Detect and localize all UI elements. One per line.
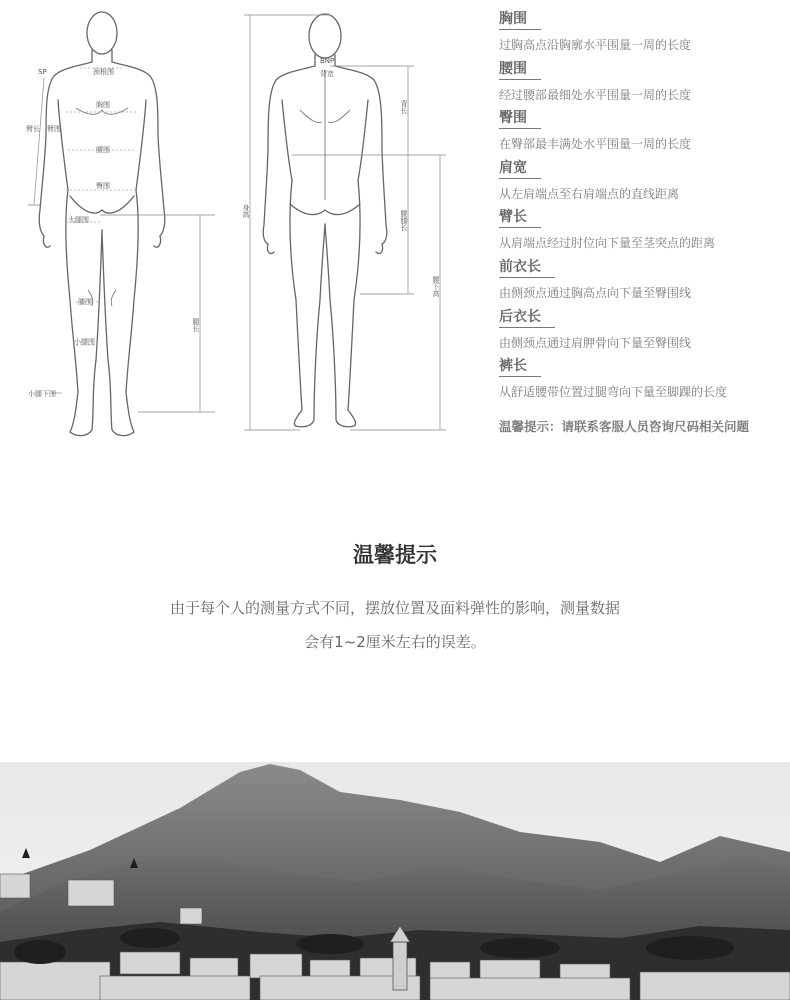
- definition-term: 肩宽: [499, 158, 541, 179]
- notice-title: 温馨提示: [353, 543, 437, 567]
- definition-term: 裤长: [499, 356, 541, 377]
- definition-term: 臀围: [499, 108, 541, 129]
- back-measure-lines: [244, 15, 446, 430]
- size-consult-tip: 温馨提示：请联系客服人员咨询尺码相关问题: [499, 419, 750, 434]
- label-inseam: 腿长: [192, 318, 200, 332]
- measurement-notice: [0, 535, 790, 659]
- label-waist-to-floor: 腰下高: [432, 276, 440, 297]
- definition-item: [499, 8, 784, 58]
- definition-desc: 过胸高点沿胸廓水平围量一周的长度: [499, 38, 692, 52]
- label-lower-calf: 小腿下围: [28, 390, 56, 398]
- label-back-length: 背长: [400, 100, 408, 114]
- front-figure-labels: [26, 67, 200, 398]
- definition-term: 腰围: [499, 59, 541, 80]
- label-arm-length: 臂长: [26, 125, 40, 133]
- front-measure-lines: [28, 68, 215, 412]
- label-hip: 臀围: [96, 182, 110, 190]
- label-back-neck: 背宽: [320, 70, 334, 78]
- definition-item: [499, 256, 784, 306]
- label-waist-to-knee: 腰膝长: [400, 210, 408, 231]
- definition-desc: 经过腰部最细处水平围量一周的长度: [499, 87, 692, 102]
- definition-term: 胸围: [499, 9, 541, 30]
- notice-line: 由于每个人的测量方式不同，摆放位置及面料弹性的影响，测量数据: [169, 599, 620, 617]
- label-chest: 胸围: [96, 101, 110, 109]
- label-calf: 小腿围: [74, 338, 95, 346]
- label-thigh: 大腿围: [68, 216, 89, 224]
- definition-desc: 由侧颈点通过肩胛骨向下量至臀围线: [499, 335, 692, 350]
- definition-item: [499, 58, 784, 108]
- label-waist: 腰围: [96, 146, 110, 154]
- label-height: 身高: [242, 204, 250, 218]
- definition-desc: 在臀部最丰满处水平围量一周的长度: [499, 137, 692, 152]
- measurement-definitions: [499, 8, 784, 405]
- label-neck-girth: 颈根围: [93, 68, 114, 76]
- label-bnp: BNP: [320, 57, 335, 65]
- body-measurement-diagram: [0, 0, 490, 450]
- definition-term: 前衣长: [499, 257, 555, 278]
- definition-item: [499, 107, 784, 157]
- definition-item: [499, 306, 784, 356]
- definition-desc: 从肩端点经过肘位向下量至茎突点的距离: [499, 236, 716, 251]
- definition-desc: 从舒适腰带位置过腿弯向下量至脚踝的长度: [499, 385, 728, 400]
- label-knee: 膝围: [78, 298, 92, 306]
- definition-term: 后衣长: [499, 307, 555, 328]
- landscape-photo: [0, 762, 790, 1000]
- notice-line: 会有1~2厘米左右的误差。: [304, 633, 486, 651]
- definition-term: 臂长: [499, 207, 541, 228]
- definition-desc: 从左肩端点至右肩端点的直线距离: [499, 186, 680, 201]
- label-sp: SP: [38, 68, 47, 76]
- definition-desc: 由侧颈点通过胸高点向下量至臀围线: [499, 285, 692, 300]
- definition-item: [499, 157, 784, 207]
- definition-item: [499, 206, 784, 256]
- definition-item: [499, 355, 784, 405]
- label-upper-arm-girth: 臂围: [47, 125, 61, 133]
